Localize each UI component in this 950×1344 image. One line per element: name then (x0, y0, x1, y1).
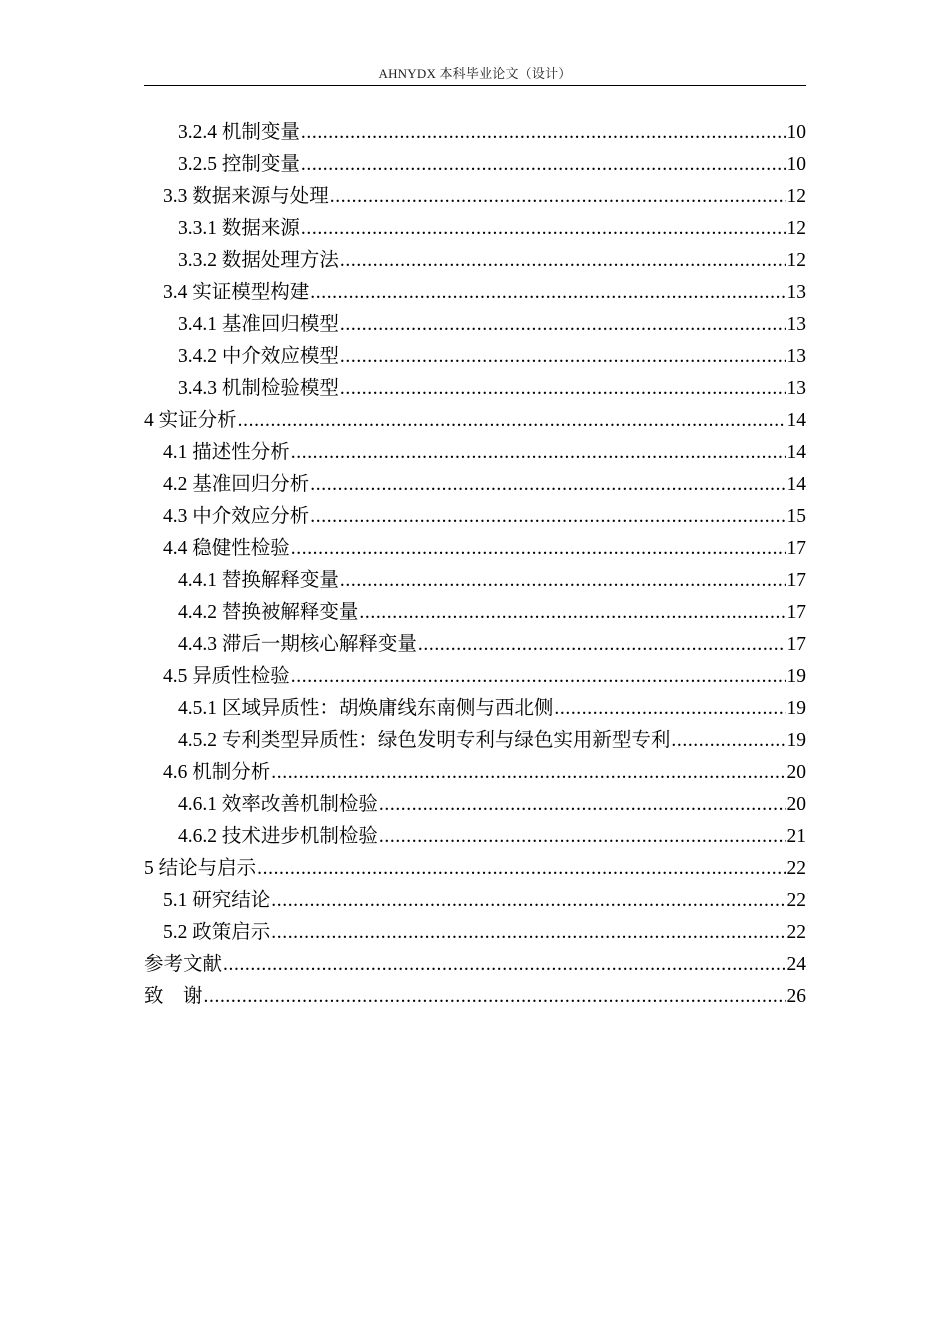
toc-entry-page-number: 13 (786, 282, 806, 303)
toc-entry-title: 3.4.2 中介效应模型 (178, 346, 339, 367)
toc-entry[interactable] (144, 309, 806, 341)
toc-entry[interactable] (144, 949, 806, 981)
toc-entry-title: 4.5.1 区域异质性：胡焕庸线东南侧与西北侧 (178, 698, 554, 719)
toc-entry[interactable] (144, 405, 806, 437)
toc-entry-title: 致 谢 (144, 986, 203, 1007)
toc-dot-leader (271, 885, 785, 917)
toc-dot-leader (301, 149, 786, 181)
toc-entry[interactable] (144, 533, 806, 565)
toc-entry-title: 3.3.2 数据处理方法 (178, 250, 339, 271)
toc-entry-page-number: 10 (786, 122, 806, 143)
toc-entry-title: 4.5.2 专利类型异质性：绿色发明专利与绿色实用新型专利 (178, 730, 671, 751)
toc-entry-title: 4.4 稳健性检验 (163, 538, 290, 559)
toc-entry[interactable] (144, 437, 806, 469)
toc-dot-leader (257, 853, 785, 885)
toc-entry-page-number: 20 (786, 762, 806, 783)
toc-entry-title: 5.2 政策启示 (163, 922, 271, 943)
toc-dot-leader (310, 469, 785, 501)
toc-dot-leader (291, 533, 786, 565)
toc-entry-page-number: 12 (786, 218, 806, 239)
toc-entry[interactable] (144, 341, 806, 373)
toc-entry-title: 5 结论与启示 (144, 858, 257, 879)
toc-entry-title: 3.2.4 机制变量 (178, 122, 300, 143)
toc-entry-page-number: 20 (786, 794, 806, 815)
toc-entry[interactable] (144, 661, 806, 693)
toc-entry-page-number: 19 (786, 698, 806, 719)
toc-entry-title: 4.2 基准回归分析 (163, 474, 310, 495)
toc-entry-title: 3.2.5 控制变量 (178, 154, 300, 175)
toc-entry-page-number: 17 (786, 570, 806, 591)
toc-dot-leader (271, 757, 785, 789)
toc-entry-title: 4.3 中介效应分析 (163, 506, 310, 527)
toc-entry-title: 4.4.1 替换解释变量 (178, 570, 339, 591)
toc-entry-page-number: 14 (786, 474, 806, 495)
toc-entry[interactable] (144, 373, 806, 405)
toc-entry-page-number: 13 (786, 314, 806, 335)
toc-entry[interactable] (144, 277, 806, 309)
toc-entry-title: 4.6.2 技术进步机制检验 (178, 826, 378, 847)
toc-entry[interactable] (144, 597, 806, 629)
toc-entry-page-number: 26 (786, 986, 806, 1007)
toc-entry[interactable] (144, 693, 806, 725)
toc-entry[interactable] (144, 885, 806, 917)
toc-dot-leader (301, 117, 786, 149)
toc-entry-page-number: 22 (786, 922, 806, 943)
toc-entry[interactable] (144, 181, 806, 213)
toc-dot-leader (330, 181, 786, 213)
toc-entry-title: 4.1 描述性分析 (163, 442, 290, 463)
toc-entry-page-number: 22 (786, 890, 806, 911)
header-rule (144, 85, 806, 86)
toc-entry[interactable] (144, 917, 806, 949)
toc-dot-leader (379, 821, 786, 853)
toc-entry-title: 4.5 异质性检验 (163, 666, 290, 687)
toc-dot-leader (340, 565, 786, 597)
toc-dot-leader (671, 725, 785, 757)
toc-entry[interactable] (144, 501, 806, 533)
toc-entry-title: 4.4.2 替换被解释变量 (178, 602, 359, 623)
toc-entry-page-number: 24 (786, 954, 806, 975)
toc-entry-title: 3.3.1 数据来源 (178, 218, 300, 239)
toc-dot-leader (554, 693, 785, 725)
toc-dot-leader (291, 661, 786, 693)
toc-entry-page-number: 10 (786, 154, 806, 175)
toc-dot-leader (271, 917, 785, 949)
toc-entry-title: 4 实证分析 (144, 410, 237, 431)
toc-dot-leader (340, 373, 786, 405)
toc-dot-leader (310, 277, 785, 309)
toc-entry[interactable] (144, 725, 806, 757)
toc-entry-page-number: 13 (786, 378, 806, 399)
toc-entry-page-number: 13 (786, 346, 806, 367)
toc-entry-page-number: 17 (786, 538, 806, 559)
toc-dot-leader (301, 213, 786, 245)
toc-entry[interactable] (144, 213, 806, 245)
toc-dot-leader (340, 245, 786, 277)
toc-entry-page-number: 17 (786, 602, 806, 623)
page-header: AHNYDX 本科毕业论文（设计） (378, 66, 572, 81)
toc-dot-leader (379, 789, 786, 821)
toc-entry-page-number: 12 (786, 186, 806, 207)
toc-entry[interactable] (144, 149, 806, 181)
toc-entry[interactable] (144, 629, 806, 661)
toc-entry-title: 3.3 数据来源与处理 (163, 186, 329, 207)
toc-entry[interactable] (144, 853, 806, 885)
toc-entry-page-number: 12 (786, 250, 806, 271)
toc-entry-title: 4.6.1 效率改善机制检验 (178, 794, 378, 815)
toc-entry-page-number: 14 (786, 442, 806, 463)
toc-entry-page-number: 17 (786, 634, 806, 655)
toc-dot-leader (291, 437, 786, 469)
toc-dot-leader (340, 341, 786, 373)
toc-entry-page-number: 22 (786, 858, 806, 879)
toc-dot-leader (238, 405, 786, 437)
toc-entry-page-number: 19 (786, 666, 806, 687)
toc-dot-leader (204, 981, 786, 1013)
toc-entry[interactable] (144, 981, 806, 1013)
toc-entry-page-number: 21 (786, 826, 806, 847)
toc-entry-title: 4.4.3 滞后一期核心解释变量 (178, 634, 417, 655)
toc-entry-title: 3.4 实证模型构建 (163, 282, 310, 303)
toc-entry[interactable] (144, 821, 806, 853)
toc-entry-title: 5.1 研究结论 (163, 890, 271, 911)
toc-dot-leader (340, 309, 786, 341)
toc-entry-title: 4.6 机制分析 (163, 762, 271, 783)
toc-dot-leader (223, 949, 785, 981)
table-of-contents (144, 117, 806, 1013)
toc-entry-title: 3.4.1 基准回归模型 (178, 314, 339, 335)
toc-entry-title: 3.4.3 机制检验模型 (178, 378, 339, 399)
toc-entry[interactable] (144, 117, 806, 149)
toc-entry[interactable] (144, 757, 806, 789)
toc-dot-leader (418, 629, 786, 661)
toc-entry-page-number: 15 (786, 506, 806, 527)
toc-entry-page-number: 19 (786, 730, 806, 751)
toc-entry[interactable] (144, 469, 806, 501)
toc-entry-title: 参考文献 (144, 954, 223, 975)
toc-entry[interactable] (144, 565, 806, 597)
toc-entry[interactable] (144, 789, 806, 821)
toc-dot-leader (310, 501, 785, 533)
toc-entry-page-number: 14 (786, 410, 806, 431)
toc-entry[interactable] (144, 245, 806, 277)
toc-dot-leader (359, 597, 785, 629)
